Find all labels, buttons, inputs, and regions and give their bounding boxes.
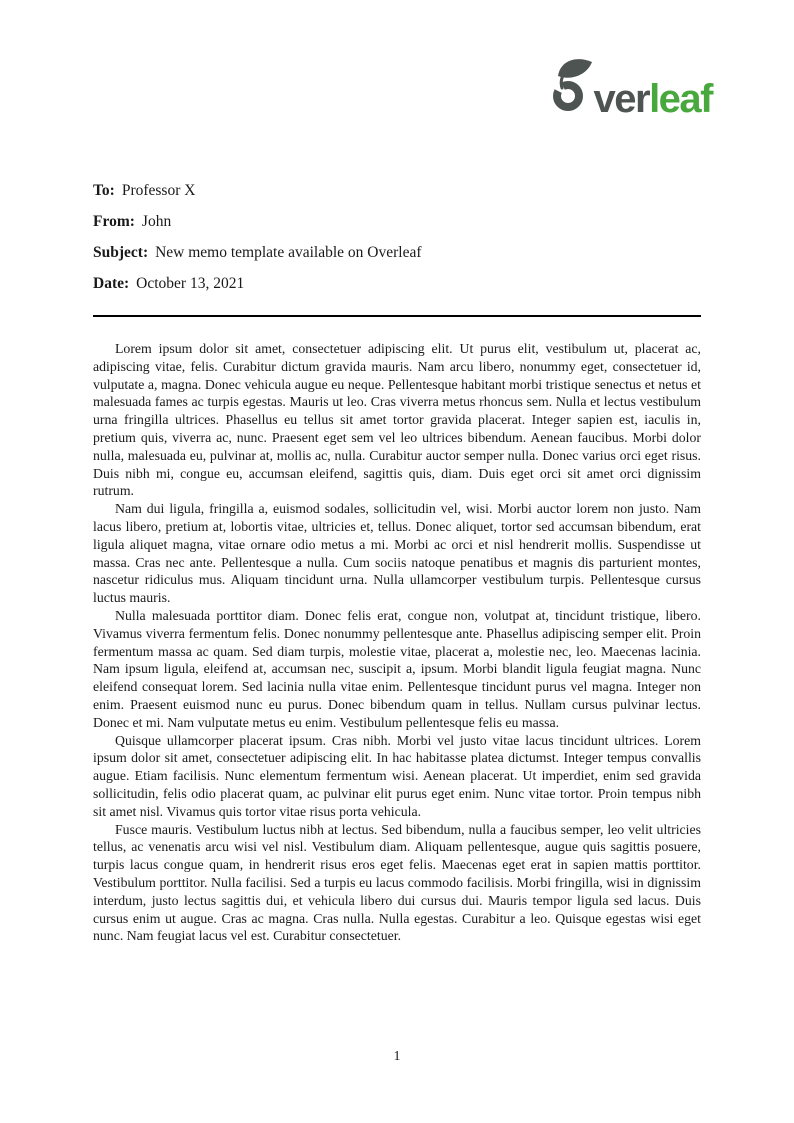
memo-field-from [93, 212, 422, 231]
field-label-date: Date: [93, 275, 130, 292]
logo-wordmark [594, 79, 713, 119]
logo-text-over: ver [593, 77, 650, 121]
memo-field-to [93, 181, 422, 200]
body-paragraph-4: Quisque ullamcorper placerat ipsum. Cras nibh. Morbi vel justo vitae lacus tincidunt ultrices. Lorem ipsum dolor sit amet, consectetuer adipiscing elit. In hac habitasse platea dictumst. Integer tempus convallis augue. Etiam facilisis. Nunc elementum fermentum wisi. Aenean placerat. Ut imperdiet, enim sed gravida sollicitudin, felis odio placerat quam, ac pulvinar elit purus eget enim. Nunc vitae tortor. Proin tempus nibh sit amet nisl. Vivamus quis tortor vitae risus porta vehicula. [93, 732, 701, 819]
logo-text-leaf: leaf [649, 77, 712, 121]
memo-header [93, 181, 422, 305]
field-label-from: From: [93, 213, 135, 230]
memo-field-subject [93, 243, 422, 262]
field-label-subject: Subject: [93, 244, 149, 261]
field-label-to: To: [93, 182, 115, 199]
memo-field-date [93, 274, 422, 293]
field-value-from: John [141, 213, 172, 230]
body-paragraph-5: Fusce mauris. Vestibulum luctus nibh at lectus. Sed bibendum, nulla a faucibus semper, leo velit ultricies tellus, ac venenatis arcu wisi vel nisl. Vestibulum diam. Aliquam pellentesque, augue quis sagittis posuere, turpis lacus congue quam, in hendrerit risus eros eget felis. Maecenas eget erat in sapien mattis porttitor. Vestibulum porttitor. Nulla facilisi. Sed a turpis eu lacus commodo facilisis. Morbi fringilla, wisi in dignissim interdum, justo lectus sagittis dui, et vehicula libero dui cursus dui. Mauris tempor ligula sed lacus. Duis cursus enim ut augue. Cras ac magna. Cras nulla. Nulla egestas. Curabitur a leo. Quisque egestas wisi eget nunc. Nam feugiat lacus vel est. Curabitur consectetuer. [93, 821, 701, 944]
overleaf-logo [549, 57, 713, 119]
field-value-date: October 13, 2021 [136, 275, 245, 292]
overleaf-o-leaf-icon [549, 57, 593, 111]
field-value-to: Professor X [121, 182, 196, 199]
field-value-subject: New memo template available on Overleaf [155, 244, 422, 261]
page-number: 1 [393, 1049, 401, 1064]
body-paragraph-1: Lorem ipsum dolor sit amet, consectetuer adipiscing elit. Ut purus elit, vestibulum ut, placerat ac, adipiscing vitae, felis. Curabitur dictum gravida mauris. Nam arcu libero, nonummy eget, consectetuer id, vulputate a, magna. Donec vehicula augue eu neque. Pellentesque habitant morbi tristique senectus et netus et malesuada fames ac turpis egestas. Mauris ut leo. Cras viverra metus rhoncus sem. Nulla et lectus vestibulum urna fringilla ultrices. Phasellus eu tellus sit amet tortor gravida placerat. Integer sapien est, iaculis in, pretium quis, viverra ac, nunc. Praesent eget sem vel leo ultrices bibendum. Aenean faucibus. Morbi dolor nulla, malesuada eu, pulvinar at, mollis ac, nulla. Curabitur auctor semper nulla. Donec varius orci eget risus. Duis nibh mi, congue eu, accumsan eleifend, sagittis quis, diam. Duis eget orci sit amet orci dignissim rutrum. [93, 341, 701, 499]
memo-body [93, 340, 701, 945]
divider-rule [93, 315, 701, 317]
body-paragraph-3: Nulla malesuada porttitor diam. Donec felis erat, congue non, volutpat at, tincidunt tristique, libero. Vivamus viverra fermentum felis. Donec nonummy pellentesque ante. Phasellus adipiscing semper elit. Proin fermentum massa ac quam. Sed diam turpis, molestie vitae, placerat a, molestie nec, leo. Maecenas lacinia. Nam ipsum ligula, eleifend at, accumsan nec, suscipit a, ipsum. Morbi blandit ligula feugiat magna. Nunc eleifend consequat lorem. Sed lacinia nulla vitae enim. Pellentesque tincidunt purus vel magna. Integer non enim. Praesent euismod nunc eu purus. Donec bibendum quam in tellus. Nullam cursus pulvinar lectus. Donec et mi. Nam vulputate metus eu enim. Vestibulum pellentesque felis eu massa. [93, 607, 701, 730]
body-paragraph-2: Nam dui ligula, fringilla a, euismod sodales, sollicitudin vel, wisi. Morbi auctor lorem non justo. Nam lacus libero, pretium at, lobortis vitae, ultricies et, tellus. Donec aliquet, tortor sed accumsan bibendum, erat ligula aliquet magna, vitae ornare odio metus a mi. Morbi ac orci et nisl hendrerit mollis. Suspendisse ut massa. Cras nec ante. Pellentesque a nulla. Cum sociis natoque penatibus et magnis dis parturient montes, nascetur ridiculus mus. Aliquam tincidunt urna. Nulla ullamcorper vestibulum turpis. Pellentesque cursus luctus mauris. [93, 501, 701, 606]
